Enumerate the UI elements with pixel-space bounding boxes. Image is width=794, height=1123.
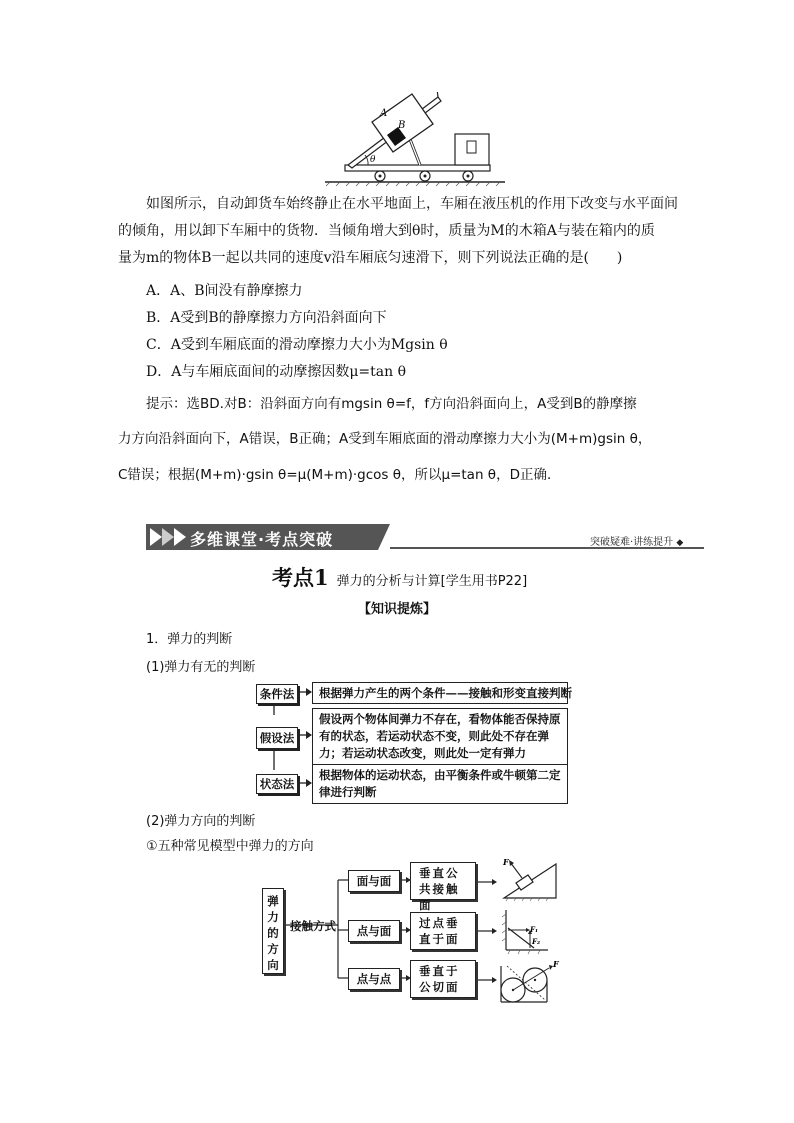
flow2-branch-point-point: 点与点 <box>348 968 400 990</box>
flow2-result-face: 垂直公共接触面 <box>410 862 476 900</box>
section-1-2: (2)弹力方向的判断 <box>146 814 256 829</box>
knowledge-heading: 【知识提炼】 <box>357 602 436 617</box>
question-line-1: 如图所示，自动卸货车始终静止在水平地面上，车厢在液压机的作用下改变与水平面间 <box>146 196 678 212</box>
hint-line-1: 提示：选BD.对B：沿斜面方向有mgsin θ=f，f方向沿斜面向上，A受到B的静摩擦 <box>146 396 637 412</box>
root-char-1: 弹 <box>267 894 279 908</box>
root-char-5: 向 <box>267 958 279 972</box>
flow2-branch-face: 面与面 <box>348 870 400 892</box>
diamond-icon: ◆ <box>676 538 684 548</box>
flow1-text-assume: 假设两个物体间弹力不存在，看物体能否保持原有的状态，若运动状态不变，则此处不存在弹力；若运动状态改变，则此处一定有弹力 <box>312 708 568 766</box>
fig2-f1-label: F₁ <box>530 925 539 934</box>
figure-point-point <box>497 958 563 1006</box>
option-d: D．A与车厢底面间的动摩擦因数μ=tan θ <box>146 364 407 380</box>
option-c: C．A受到车厢底面的滑动摩擦力大小为Mgsin θ <box>146 337 448 353</box>
flow1-text-condition: 根据弹力产生的两个条件——接触和形变直接判断 <box>312 682 568 704</box>
question-line-3: 量为m的物体B一起以共同的速度v沿车厢底匀速滑下，则下列说法正确的是( ) <box>118 250 623 266</box>
flow2-branch-point-face: 点与面 <box>348 920 400 942</box>
kaodian-number: 考点1 <box>272 565 329 590</box>
flow2-result-point-face: 过点垂直于面 <box>410 912 476 950</box>
option-b: B．A受到B的静摩擦力方向沿斜面向下 <box>146 310 387 326</box>
label-b: B <box>398 120 406 131</box>
figure-point-face <box>500 908 550 956</box>
root-char-2: 力 <box>267 910 279 924</box>
label-a: A <box>380 108 388 119</box>
kaodian-subtitle: 弹力的分析与计算[学生用书P22] <box>336 574 528 589</box>
flow2-mid-label: 接触方式 <box>290 919 336 933</box>
section-1-1: (1)弹力有无的判断 <box>146 660 256 675</box>
flow1-label-assume: 假设法 <box>256 727 298 749</box>
flow1-text-state: 根据物体的运动状态，由平衡条件或牛顿第二定律进行判断 <box>312 764 568 804</box>
figure-face-face <box>500 856 560 902</box>
dump-truck-figure <box>320 92 510 188</box>
banner-right-label: 突破疑难·讲练提升 <box>590 537 674 548</box>
fig1-f-label: F <box>503 857 509 867</box>
root-char-3: 的 <box>267 926 279 940</box>
flow2-root <box>262 888 284 974</box>
hint-line-2: 力方向沿斜面向下，A错误，B正确；A受到车厢底面的滑动摩擦力大小为(M+m)gsin θ， <box>118 431 652 447</box>
flow1-label-condition: 条件法 <box>256 684 298 704</box>
section-1-2-1: ①五种常见模型中弹力的方向 <box>146 839 314 854</box>
hint-line-3: C错误；根据(M+m)·gsin θ=μ(M+m)·gcos θ，所以μ=tan θ，D正确． <box>118 467 561 483</box>
question-line-2: 的倾角，用以卸下车厢中的货物．当倾角增大到θ时，质量为M的木箱A与装在箱内的质 <box>118 223 655 239</box>
label-theta: θ <box>370 155 376 165</box>
fig2-f2-label: F₂ <box>532 937 541 946</box>
root-char-4: 方 <box>267 942 279 956</box>
banner-right-text <box>590 533 683 548</box>
kaodian-title <box>272 562 527 592</box>
flow1-label-state: 状态法 <box>256 774 298 794</box>
section-1: 1．弹力的判断 <box>146 632 233 647</box>
fig3-f-label: F <box>553 959 559 969</box>
banner-title: 多维课堂·考点突破 <box>190 530 334 549</box>
option-a: A．A、B间没有静摩擦力 <box>146 283 303 299</box>
flow2-result-point-point: 垂直于公切面 <box>410 960 476 998</box>
